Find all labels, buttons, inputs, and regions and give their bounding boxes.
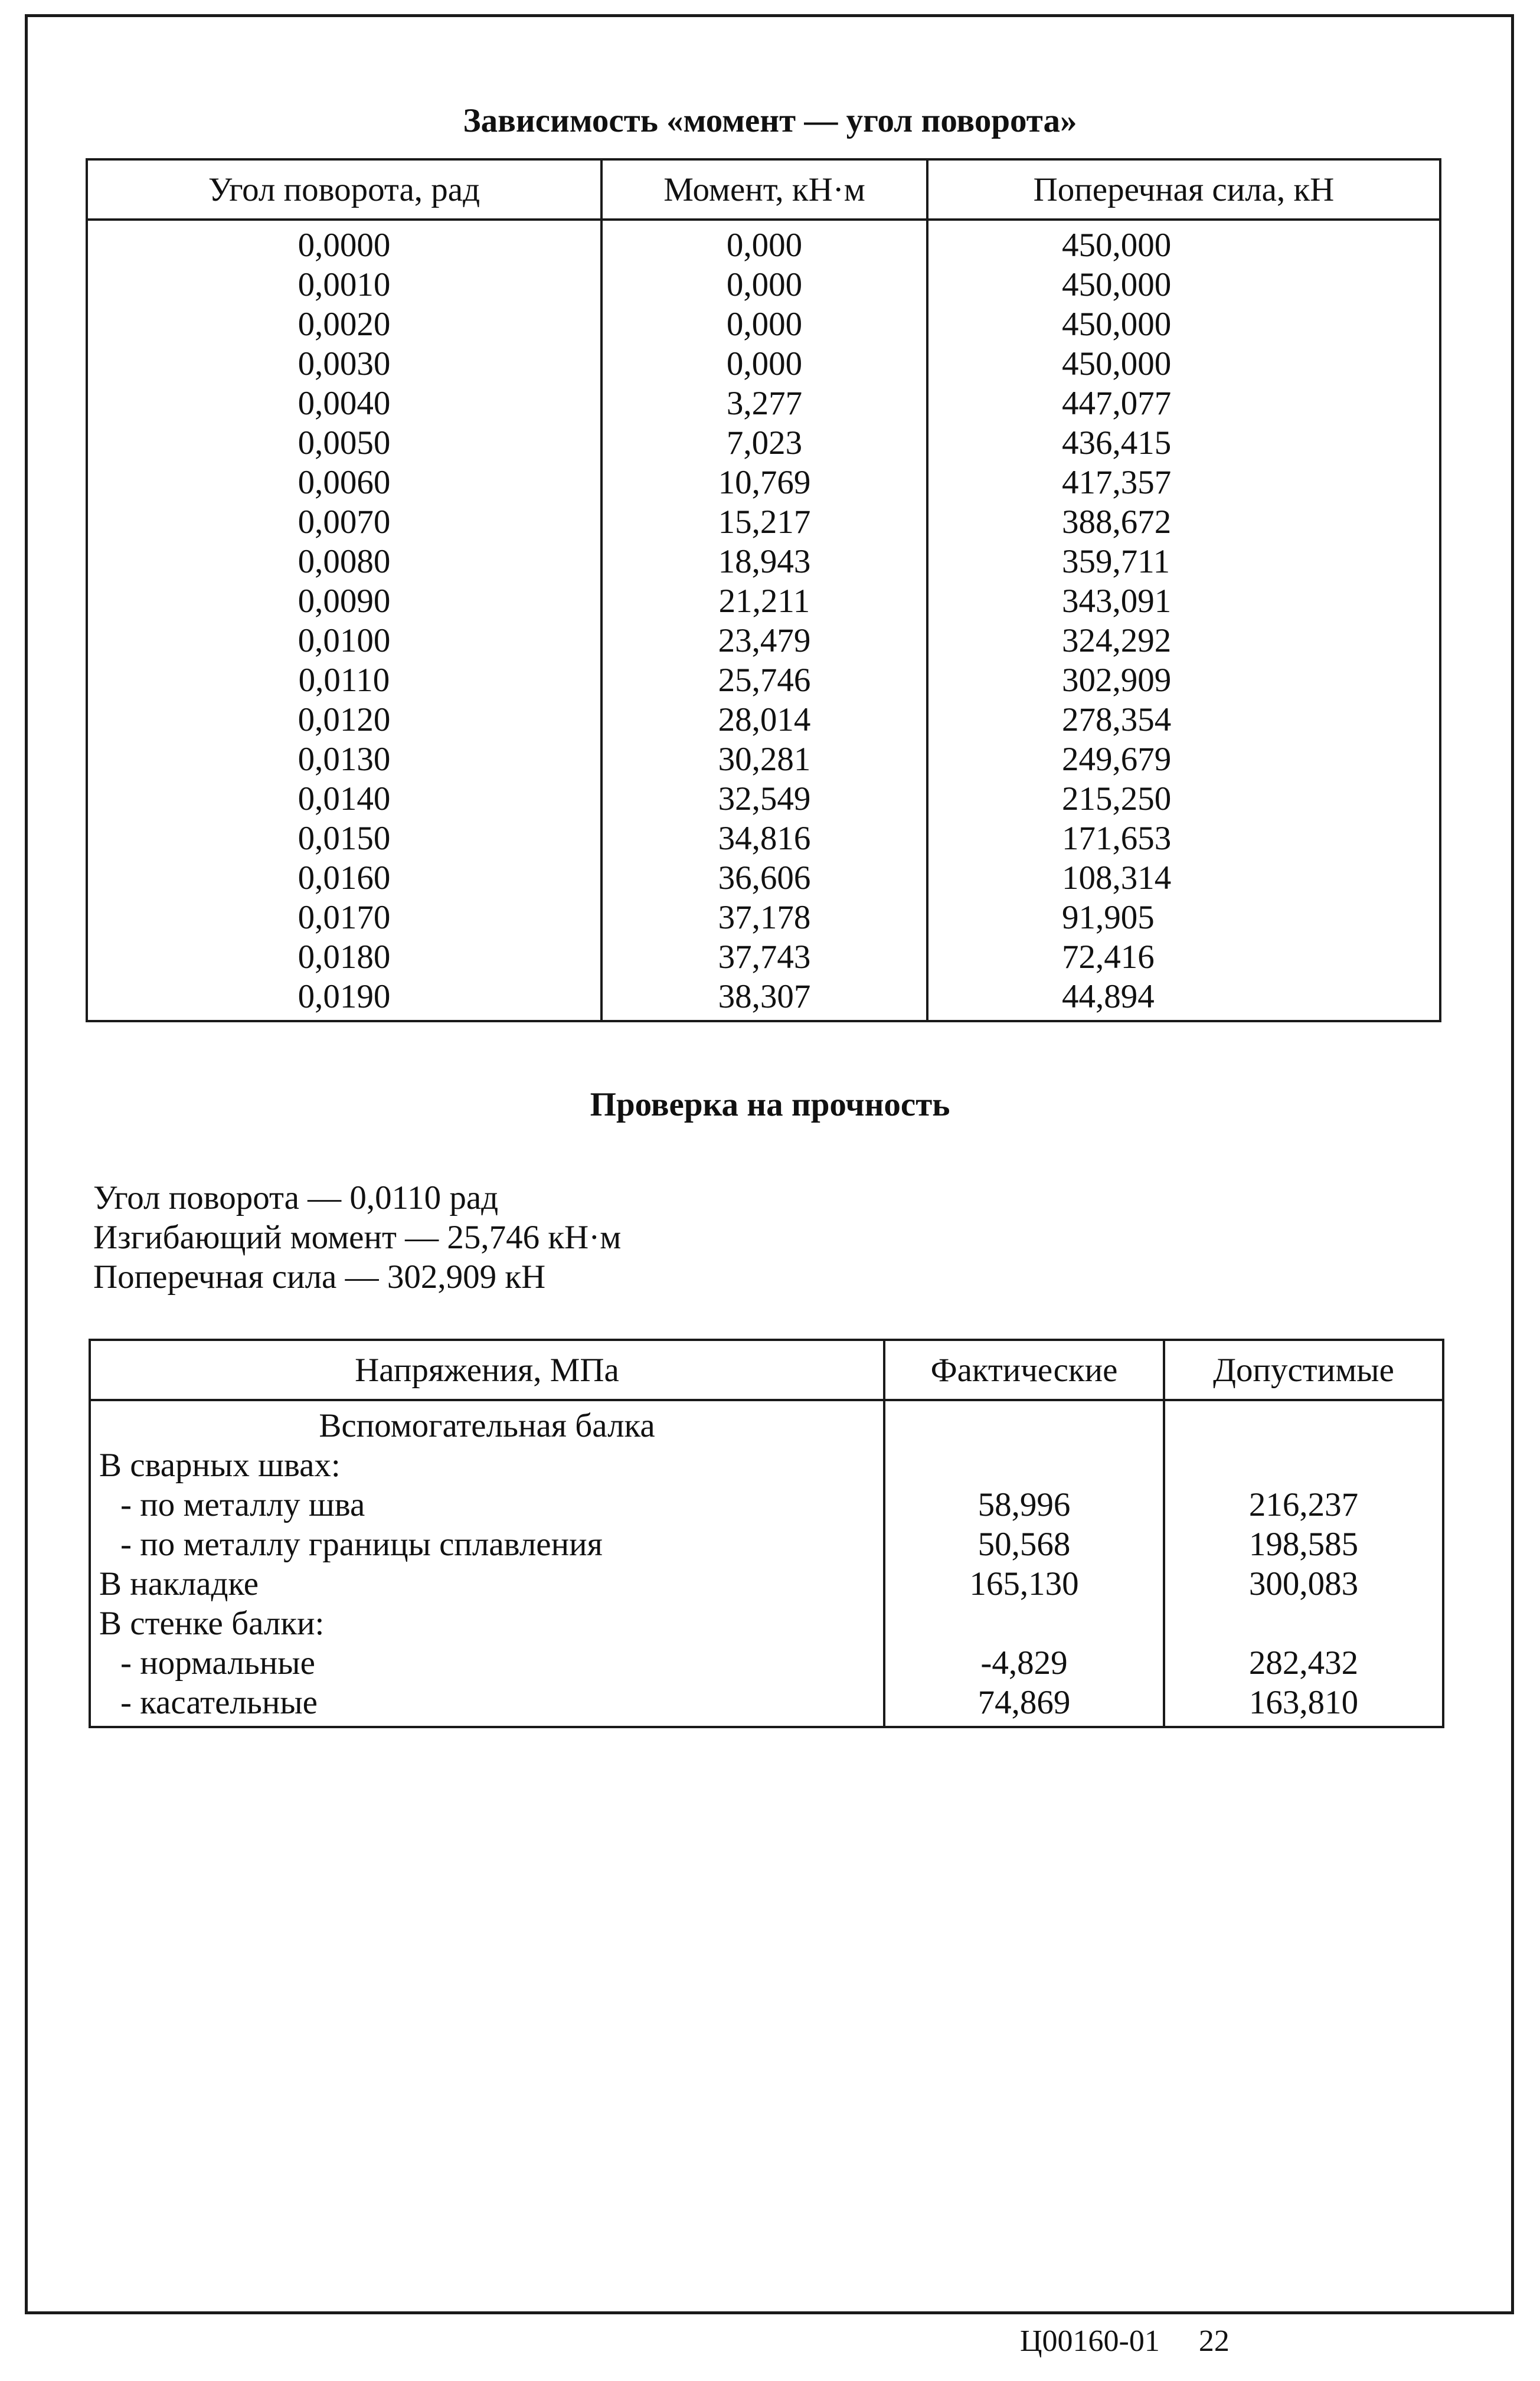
table-row <box>87 220 1440 265</box>
table-row <box>87 740 1440 779</box>
cell-moment: 37,743 <box>601 937 927 977</box>
cell-moment: 15,217 <box>601 502 927 542</box>
table2-header-row <box>90 1340 1443 1400</box>
cell-moment: 18,943 <box>601 542 927 581</box>
cell-moment: 36,606 <box>601 858 927 898</box>
header-allowed: Допустимые <box>1164 1340 1443 1400</box>
table1-title: Зависимость «момент — угол поворота» <box>463 102 1077 139</box>
cell-rotation-angle: 0,0140 <box>87 779 601 819</box>
cell-moment: 30,281 <box>601 740 927 779</box>
table-row <box>87 265 1440 305</box>
table-row <box>90 1445 1443 1485</box>
cell-actual <box>884 1400 1164 1445</box>
cell-actual: 58,996 <box>884 1485 1164 1525</box>
table-row <box>87 621 1440 660</box>
cell-moment: 28,014 <box>601 700 927 740</box>
check-title: Проверка на прочность <box>590 1086 950 1123</box>
cell-stress-label: - по металлу шва <box>90 1485 884 1525</box>
cell-moment: 21,211 <box>601 581 927 621</box>
cell-rotation-angle: 0,0170 <box>87 898 601 937</box>
moment-rotation-table <box>86 158 1441 1022</box>
cell-rotation-angle: 0,0060 <box>87 463 601 502</box>
cell-rotation-angle: 0,0100 <box>87 621 601 660</box>
cell-moment: 34,816 <box>601 819 927 858</box>
page-footer <box>1020 2323 1230 2360</box>
cell-rotation-angle: 0,0080 <box>87 542 601 581</box>
cell-shear-force: 436,415 <box>927 423 1440 463</box>
cell-shear-force: 72,416 <box>927 937 1440 977</box>
table-row <box>87 502 1440 542</box>
header-shear-force: Поперечная сила, кН <box>927 159 1440 220</box>
page-number: 22 <box>1198 2324 1230 2358</box>
param-shear-force: Поперечная сила — 302,909 кН <box>93 1258 546 1296</box>
table-row <box>90 1604 1443 1643</box>
cell-shear-force: 278,354 <box>927 700 1440 740</box>
table-row <box>87 542 1440 581</box>
cell-allowed: 216,237 <box>1164 1485 1443 1525</box>
cell-rotation-angle: 0,0190 <box>87 977 601 1021</box>
cell-rotation-angle: 0,0130 <box>87 740 601 779</box>
cell-shear-force: 91,905 <box>927 898 1440 937</box>
cell-shear-force: 450,000 <box>927 220 1440 265</box>
table-row <box>87 660 1440 700</box>
table1-body <box>87 220 1440 1021</box>
cell-moment: 32,549 <box>601 779 927 819</box>
header-rotation-angle: Угол поворота, рад <box>87 159 601 220</box>
cell-shear-force: 171,653 <box>927 819 1440 858</box>
cell-shear-force: 417,357 <box>927 463 1440 502</box>
cell-allowed: 282,432 <box>1164 1643 1443 1683</box>
cell-stress-label: В сварных швах: <box>90 1445 884 1485</box>
cell-allowed <box>1164 1604 1443 1643</box>
cell-shear-force: 388,672 <box>927 502 1440 542</box>
cell-shear-force: 108,314 <box>927 858 1440 898</box>
cell-allowed <box>1164 1400 1443 1445</box>
cell-moment: 23,479 <box>601 621 927 660</box>
cell-allowed: 163,810 <box>1164 1683 1443 1727</box>
cell-shear-force: 359,711 <box>927 542 1440 581</box>
cell-rotation-angle: 0,0050 <box>87 423 601 463</box>
table-row <box>87 344 1440 384</box>
table-row <box>87 463 1440 502</box>
table-row <box>87 779 1440 819</box>
table-row <box>87 700 1440 740</box>
cell-shear-force: 450,000 <box>927 305 1440 344</box>
cell-actual <box>884 1445 1164 1485</box>
table-row <box>90 1683 1443 1727</box>
table-row <box>87 898 1440 937</box>
table-row <box>90 1564 1443 1604</box>
cell-rotation-angle: 0,0040 <box>87 384 601 423</box>
table2-body <box>90 1400 1443 1727</box>
cell-moment: 0,000 <box>601 265 927 305</box>
cell-allowed: 300,083 <box>1164 1564 1443 1604</box>
cell-actual: 50,568 <box>884 1525 1164 1564</box>
cell-shear-force: 447,077 <box>927 384 1440 423</box>
cell-moment: 10,769 <box>601 463 927 502</box>
cell-moment: 25,746 <box>601 660 927 700</box>
cell-shear-force: 343,091 <box>927 581 1440 621</box>
cell-rotation-angle: 0,0090 <box>87 581 601 621</box>
cell-stress-label: - нормальные <box>90 1643 884 1683</box>
table1-header-row <box>87 159 1440 220</box>
table-row <box>87 977 1440 1021</box>
cell-allowed <box>1164 1445 1443 1485</box>
cell-rotation-angle: 0,0070 <box>87 502 601 542</box>
header-stresses: Напряжения, МПа <box>90 1340 884 1400</box>
table-row <box>87 858 1440 898</box>
cell-actual: 74,869 <box>884 1683 1164 1727</box>
cell-allowed: 198,585 <box>1164 1525 1443 1564</box>
table-row <box>87 581 1440 621</box>
cell-shear-force: 302,909 <box>927 660 1440 700</box>
param-rotation-angle: Угол поворота — 0,0110 рад <box>93 1179 499 1216</box>
cell-rotation-angle: 0,0180 <box>87 937 601 977</box>
cell-shear-force: 215,250 <box>927 779 1440 819</box>
cell-moment: 38,307 <box>601 977 927 1021</box>
cell-shear-force: 450,000 <box>927 344 1440 384</box>
table-row <box>87 423 1440 463</box>
cell-shear-force: 324,292 <box>927 621 1440 660</box>
cell-stress-label: В накладке <box>90 1564 884 1604</box>
param-bending-moment: Изгибающий момент — 25,746 кН·м <box>93 1219 622 1256</box>
header-actual: Фактические <box>884 1340 1164 1400</box>
cell-moment: 0,000 <box>601 220 927 265</box>
cell-rotation-angle: 0,0030 <box>87 344 601 384</box>
cell-rotation-angle: 0,0110 <box>87 660 601 700</box>
cell-shear-force: 249,679 <box>927 740 1440 779</box>
cell-moment: 0,000 <box>601 344 927 384</box>
stress-table <box>89 1339 1444 1728</box>
table-row <box>87 384 1440 423</box>
cell-stress-label: В стенке балки: <box>90 1604 884 1643</box>
cell-actual: -4,829 <box>884 1643 1164 1683</box>
cell-rotation-angle: 0,0000 <box>87 220 601 265</box>
cell-actual: 165,130 <box>884 1564 1164 1604</box>
cell-rotation-angle: 0,0120 <box>87 700 601 740</box>
table-row <box>87 937 1440 977</box>
cell-rotation-angle: 0,0020 <box>87 305 601 344</box>
table-row <box>87 305 1440 344</box>
cell-moment: 3,277 <box>601 384 927 423</box>
cell-rotation-angle: 0,0010 <box>87 265 601 305</box>
cell-stress-label: Вспомогательная балка <box>90 1400 884 1445</box>
cell-moment: 7,023 <box>601 423 927 463</box>
cell-moment: 37,178 <box>601 898 927 937</box>
table-row <box>87 819 1440 858</box>
cell-stress-label: - по металлу границы сплавления <box>90 1525 884 1564</box>
cell-moment: 0,000 <box>601 305 927 344</box>
table-row <box>90 1400 1443 1445</box>
header-moment: Момент, кН·м <box>601 159 927 220</box>
table-row <box>90 1525 1443 1564</box>
cell-stress-label: - касательные <box>90 1683 884 1727</box>
cell-rotation-angle: 0,0150 <box>87 819 601 858</box>
table-row <box>90 1485 1443 1525</box>
table-row <box>90 1643 1443 1683</box>
cell-shear-force: 450,000 <box>927 265 1440 305</box>
cell-rotation-angle: 0,0160 <box>87 858 601 898</box>
document-code: Ц00160-01 <box>1020 2324 1160 2358</box>
cell-shear-force: 44,894 <box>927 977 1440 1021</box>
check-parameters <box>93 1178 621 1297</box>
cell-actual <box>884 1604 1164 1643</box>
